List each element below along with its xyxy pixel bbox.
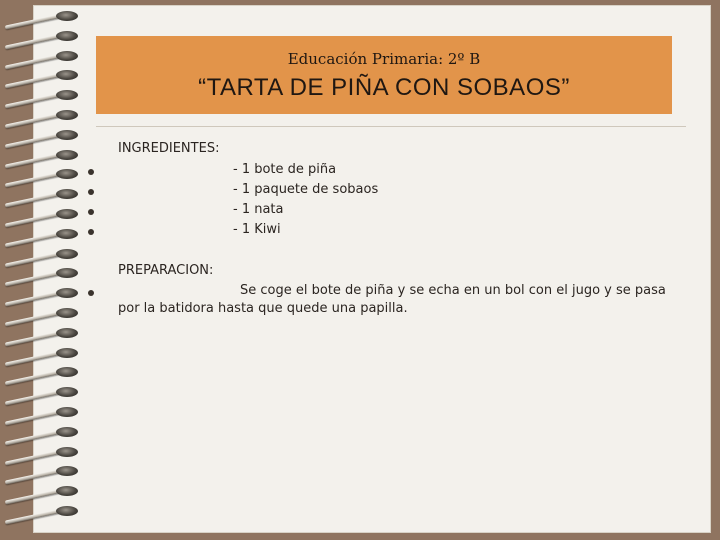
coil-hole-icon — [56, 407, 78, 417]
coil-wire-icon — [5, 153, 61, 169]
coil-wire-icon — [5, 370, 61, 386]
coil-hole-icon — [56, 70, 78, 80]
coil-hole-icon — [56, 447, 78, 457]
bullet-dot-icon — [88, 290, 94, 296]
bullet-dot-icon — [88, 209, 94, 215]
coil-wire-icon — [5, 133, 61, 149]
coil-wire-icon — [5, 489, 61, 505]
coil-hole-icon — [56, 486, 78, 496]
spiral-coil-icon — [2, 446, 80, 458]
coil-wire-icon — [5, 311, 61, 327]
coil-hole-icon — [56, 169, 78, 179]
spiral-coil-icon — [2, 485, 80, 497]
coil-wire-icon — [5, 509, 61, 525]
spiral-coil-icon — [2, 50, 80, 62]
spiral-coil-icon — [2, 149, 80, 161]
coil-hole-icon — [56, 348, 78, 358]
coil-hole-icon — [56, 189, 78, 199]
coil-hole-icon — [56, 31, 78, 41]
coil-hole-icon — [56, 328, 78, 338]
coil-hole-icon — [56, 130, 78, 140]
coil-wire-icon — [5, 410, 61, 426]
coil-hole-icon — [56, 209, 78, 219]
ingredients-heading: INGREDIENTES: — [118, 141, 220, 156]
ingredient-item: - 1 Kiwi — [233, 222, 281, 237]
spiral-coil-icon — [2, 228, 80, 240]
ingredient-item: - 1 bote de piña — [233, 162, 337, 177]
coil-wire-icon — [5, 469, 61, 485]
coil-wire-icon — [5, 54, 61, 70]
coil-wire-icon — [5, 192, 61, 208]
spiral-coil-icon — [2, 168, 80, 180]
spiral-coil-icon — [2, 267, 80, 279]
coil-hole-icon — [56, 150, 78, 160]
spiral-coil-icon — [2, 366, 80, 378]
spiral-coil-icon — [2, 465, 80, 477]
bullet-dot-icon — [88, 169, 94, 175]
spiral-binding-icon — [0, 10, 86, 530]
coil-wire-icon — [5, 34, 61, 50]
spiral-coil-icon — [2, 30, 80, 42]
coil-hole-icon — [56, 90, 78, 100]
coil-wire-icon — [5, 252, 61, 268]
spiral-coil-icon — [2, 406, 80, 418]
coil-wire-icon — [5, 93, 61, 109]
bullet-dot-icon — [88, 189, 94, 195]
spiral-coil-icon — [2, 129, 80, 141]
coil-hole-icon — [56, 268, 78, 278]
recipe-title: “TARTA DE PIÑA CON SOBAOS” — [198, 74, 570, 101]
title-banner — [96, 36, 672, 114]
coil-wire-icon — [5, 390, 61, 406]
coil-wire-icon — [5, 172, 61, 188]
coil-wire-icon — [5, 113, 61, 129]
coil-hole-icon — [56, 288, 78, 298]
coil-hole-icon — [56, 506, 78, 516]
spiral-coil-icon — [2, 347, 80, 359]
coil-hole-icon — [56, 51, 78, 61]
coil-wire-icon — [5, 351, 61, 367]
spiral-coil-icon — [2, 287, 80, 299]
spiral-coil-icon — [2, 426, 80, 438]
coil-hole-icon — [56, 427, 78, 437]
spiral-coil-icon — [2, 248, 80, 260]
coil-hole-icon — [56, 110, 78, 120]
spiral-coil-icon — [2, 89, 80, 101]
coil-wire-icon — [5, 212, 61, 228]
coil-hole-icon — [56, 249, 78, 259]
coil-hole-icon — [56, 367, 78, 377]
coil-hole-icon — [56, 11, 78, 21]
spiral-coil-icon — [2, 327, 80, 339]
coil-hole-icon — [56, 308, 78, 318]
spiral-coil-icon — [2, 109, 80, 121]
coil-wire-icon — [5, 430, 61, 446]
ingredient-item: - 1 nata — [233, 202, 284, 217]
coil-wire-icon — [5, 73, 61, 89]
ingredient-item: - 1 paquete de sobaos — [233, 182, 379, 197]
spiral-coil-icon — [2, 386, 80, 398]
spiral-coil-icon — [2, 505, 80, 517]
bullet-dot-icon — [88, 229, 94, 235]
spiral-coil-icon — [2, 69, 80, 81]
divider-line — [96, 126, 686, 127]
coil-wire-icon — [5, 14, 61, 30]
course-subtitle: Educación Primaria: 2º B — [287, 50, 481, 68]
preparation-text-line-1: Se coge el bote de piña y se echa en un bol con el jugo y se pasa — [240, 283, 666, 298]
spiral-coil-icon — [2, 188, 80, 200]
spiral-coil-icon — [2, 208, 80, 220]
spiral-coil-icon — [2, 10, 80, 22]
coil-wire-icon — [5, 271, 61, 287]
coil-hole-icon — [56, 387, 78, 397]
coil-hole-icon — [56, 466, 78, 476]
preparation-text-line-2: por la batidora hasta que quede una papilla. — [118, 301, 408, 316]
coil-wire-icon — [5, 450, 61, 466]
coil-hole-icon — [56, 229, 78, 239]
coil-wire-icon — [5, 331, 61, 347]
coil-wire-icon — [5, 291, 61, 307]
coil-wire-icon — [5, 232, 61, 248]
preparation-heading: PREPARACION: — [118, 263, 214, 278]
spiral-coil-icon — [2, 307, 80, 319]
